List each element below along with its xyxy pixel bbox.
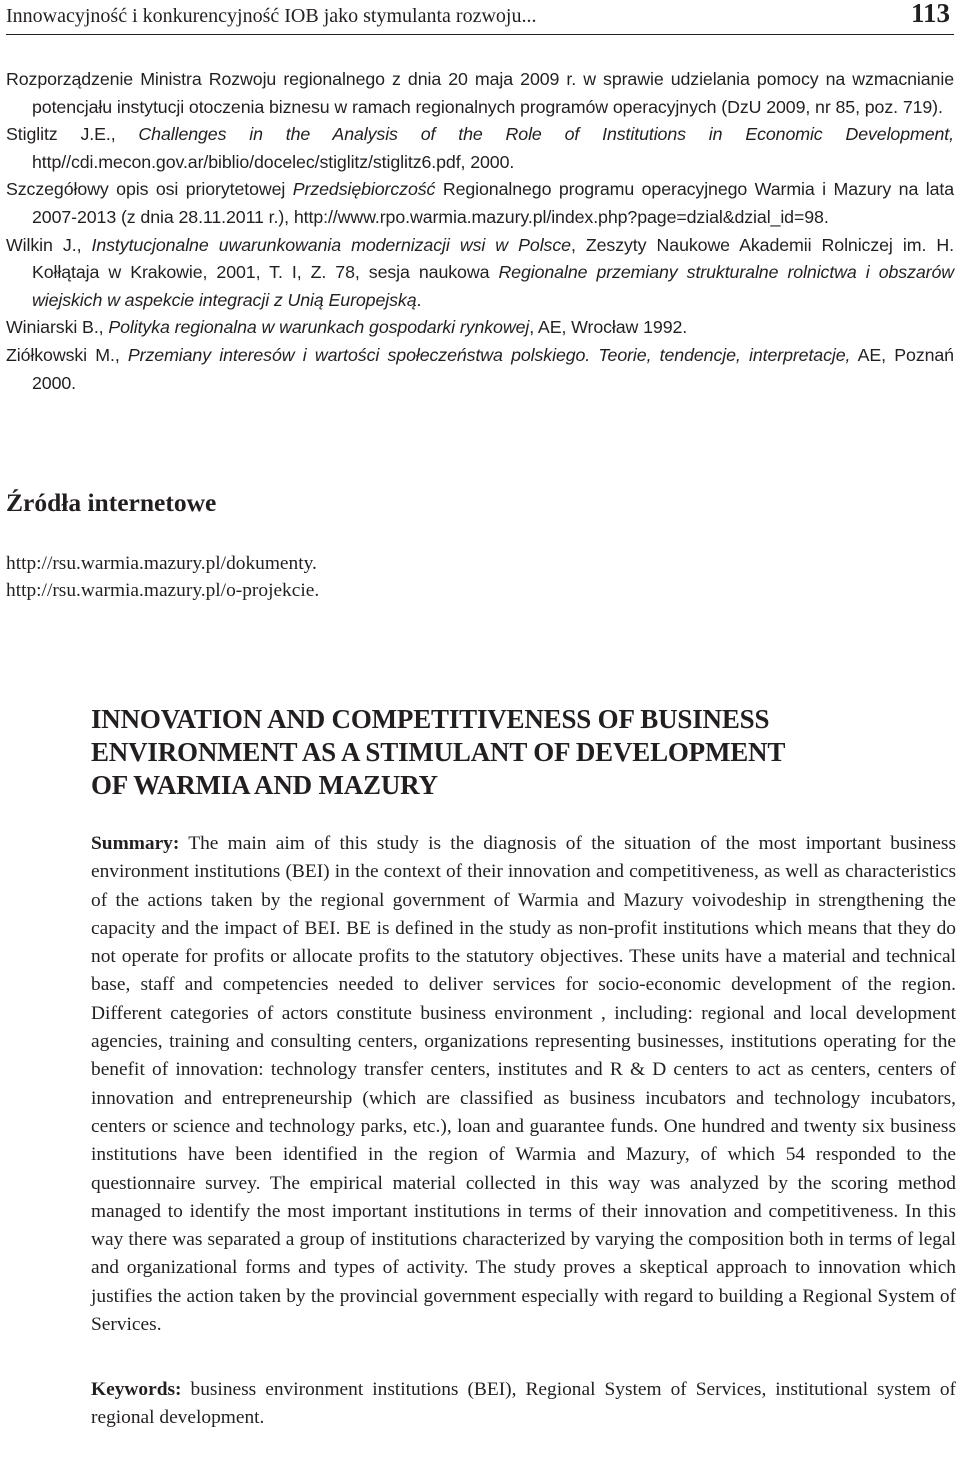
reference-rest: Regionalnego programu operacyjnego Warmia i Mazury na lata 2007-2013 (z dnia 28.11.2011 r.), http://www.rpo.warmia.mazury.pl/index.php?page=dzial&dzial_id=98. [32, 179, 954, 227]
reference-rest: , AE, Wrocław 1992. [529, 317, 688, 338]
reference-stiglitz: Stiglitz J.E., Challenges in the Analysis of the Role of Institutions in Economic Development, http//cdi.mecon.gov.ar/biblio/docelec/stiglitz/stiglitz6.pdf, 2000. [6, 124, 954, 172]
reference-pre: Szczegółowy opis osi priorytetowej [6, 179, 293, 200]
running-title: Innowacyjność i konkurencyjność IOB jako stymulanta rozwoju... [6, 5, 537, 27]
source-link: http://rsu.warmia.mazury.pl/o-projekcie. [6, 579, 320, 601]
source-link: http://rsu.warmia.mazury.pl/dokumenty. [6, 553, 317, 574]
reference-title: Przedsiębiorczość [292, 179, 436, 200]
bibliography [6, 66, 954, 397]
page-number: 113 [910, 0, 950, 28]
title-line: OF WARMIA AND MAZURY [91, 770, 438, 800]
reference-author: Ziółkowski M. [6, 344, 115, 365]
source-links [6, 551, 319, 604]
reference-rozporzadzenie [6, 66, 954, 121]
title-line: ENVIRONMENT AS A STIMULANT OF DEVELOPMENT [91, 737, 786, 767]
reference-author: Wilkin J. [6, 234, 77, 255]
summary-text: The main aim of this study is the diagnosis of the situation of the most important business environment institutions (BEI) in the context of their innovation and competitiveness, as well as characteristics of the actions taken by the regional government of Warmia and Mazury voivodeship in strengthening the capacity and the impact of BEI. BE is defined in the study as non-profit institutions which means that they do not operate for profits or allocate profits to the statutory objectives. These units have a material and technical base, staff and competencies needed to deliver services for socio-economic development of the region. Different categories of actors constitute business environment , including: regional and local development agencies, training and consulting centers, organizations representing businesses, institutions operating for the benefit of innovation: technology transfer centers, institutes and R & D centers to act as centers, centers of innovation and entrepreneurship (which are classified as business incubators and technology incubators, centers or science and technology parks, etc.), loan and guarantee funds. One hundred and twenty six business institutions have been identified in the region of Warmia and Mazury, of which 54 responded to the questionnaire survey. The empirical material collected in this way was analyzed by the scoring method managed to identify the most important institutions in terms of their innovation and competitiveness. In this way there was separated a group of institutions characterized by varying the composition both in terms of legal and organizational forms and types of activity. The study proves a skeptical approach to innovation which justifies the action taken by the provincial government especially with regard to building a Regional System of Services. [91, 833, 956, 1336]
keywords-label: Keywords: [91, 1379, 182, 1400]
reference-title: Challenges in the Analysis of the Role of Institutions in Economic Development, [138, 124, 954, 145]
summary-paragraph [91, 830, 956, 1339]
reference-rest: AE, Poznań 2000. [32, 344, 954, 393]
reference-title: Przemiany interesów i wartości społeczeństwa polskiego. Teorie, tendencje, interpretacje, [127, 344, 851, 365]
reference-winiarski: Winiarski B., Polityka regionalna w warunkach gospodarki rynkowej, AE, Wrocław 1992. [6, 317, 688, 338]
reference-text: Rozporządzenie Ministra Rozwoju regionalnego z dnia 20 maja 2009 r. w sprawie udzielania pomocy na wzmacnianie potencjału instytucji otoczenia biznesu w ramach regionalnych programów operacyjnych (DzU 2009, nr 85, poz. 719). [6, 69, 954, 117]
reference-title: Polityka regionalna w warunkach gospodarki rynkowej [108, 317, 530, 338]
reference-title-2: Regionalne przemiany strukturalne rolnictwa i obszarów wiejskich w aspekcie integracji z Unią Europejską [32, 262, 954, 310]
keywords-paragraph [91, 1376, 956, 1433]
running-header [6, 2, 954, 35]
reference-szczegolowy [6, 176, 954, 231]
reference-ziolkowski: Ziółkowski M., Przemiany interesów i wartości społeczeństwa polskiego. Teorie, tendencje, interpretacje, AE, Poznań 2000. [6, 344, 954, 393]
reference-wilkin: Wilkin J., Instytucjonalne uwarunkowania modernizacji wsi w Polsce, Zeszyty Naukowe Akademii Rolniczej im. H. Kołłątaja w Krakowie, 2001, T. I, Z. 78, sesja naukowa Regionalne przemiany strukturalne rolnictwa i obszarów wiejskich w aspekcie integracji z Unią Europejską. [6, 234, 954, 310]
title-line: INNOVATION AND COMPETITIVENESS OF BUSINESS [91, 704, 770, 734]
summary-label: Summary: [91, 833, 180, 854]
keywords-text: business environment institutions (BEI), Regional System of Services, institutional system of regional development. [91, 1379, 956, 1429]
reference-mid: , Zeszyty Naukowe Akademii Rolniczej im. H. Kołłątaja w Krakowie, 2001, T. I, Z. 78, sesja naukowa [32, 234, 954, 283]
reference-rest: http//cdi.mecon.gov.ar/biblio/docelec/stiglitz/stiglitz6.pdf, 2000. [32, 151, 515, 172]
section-heading-sources: Źródła internetowe [6, 488, 217, 517]
reference-author: Winiarski B. [6, 317, 99, 338]
reference-author: Stiglitz J.E. [6, 124, 111, 145]
reference-title: Instytucjonalne uwarunkowania modernizacji wsi w Polsce [91, 234, 571, 255]
english-title [91, 703, 951, 802]
